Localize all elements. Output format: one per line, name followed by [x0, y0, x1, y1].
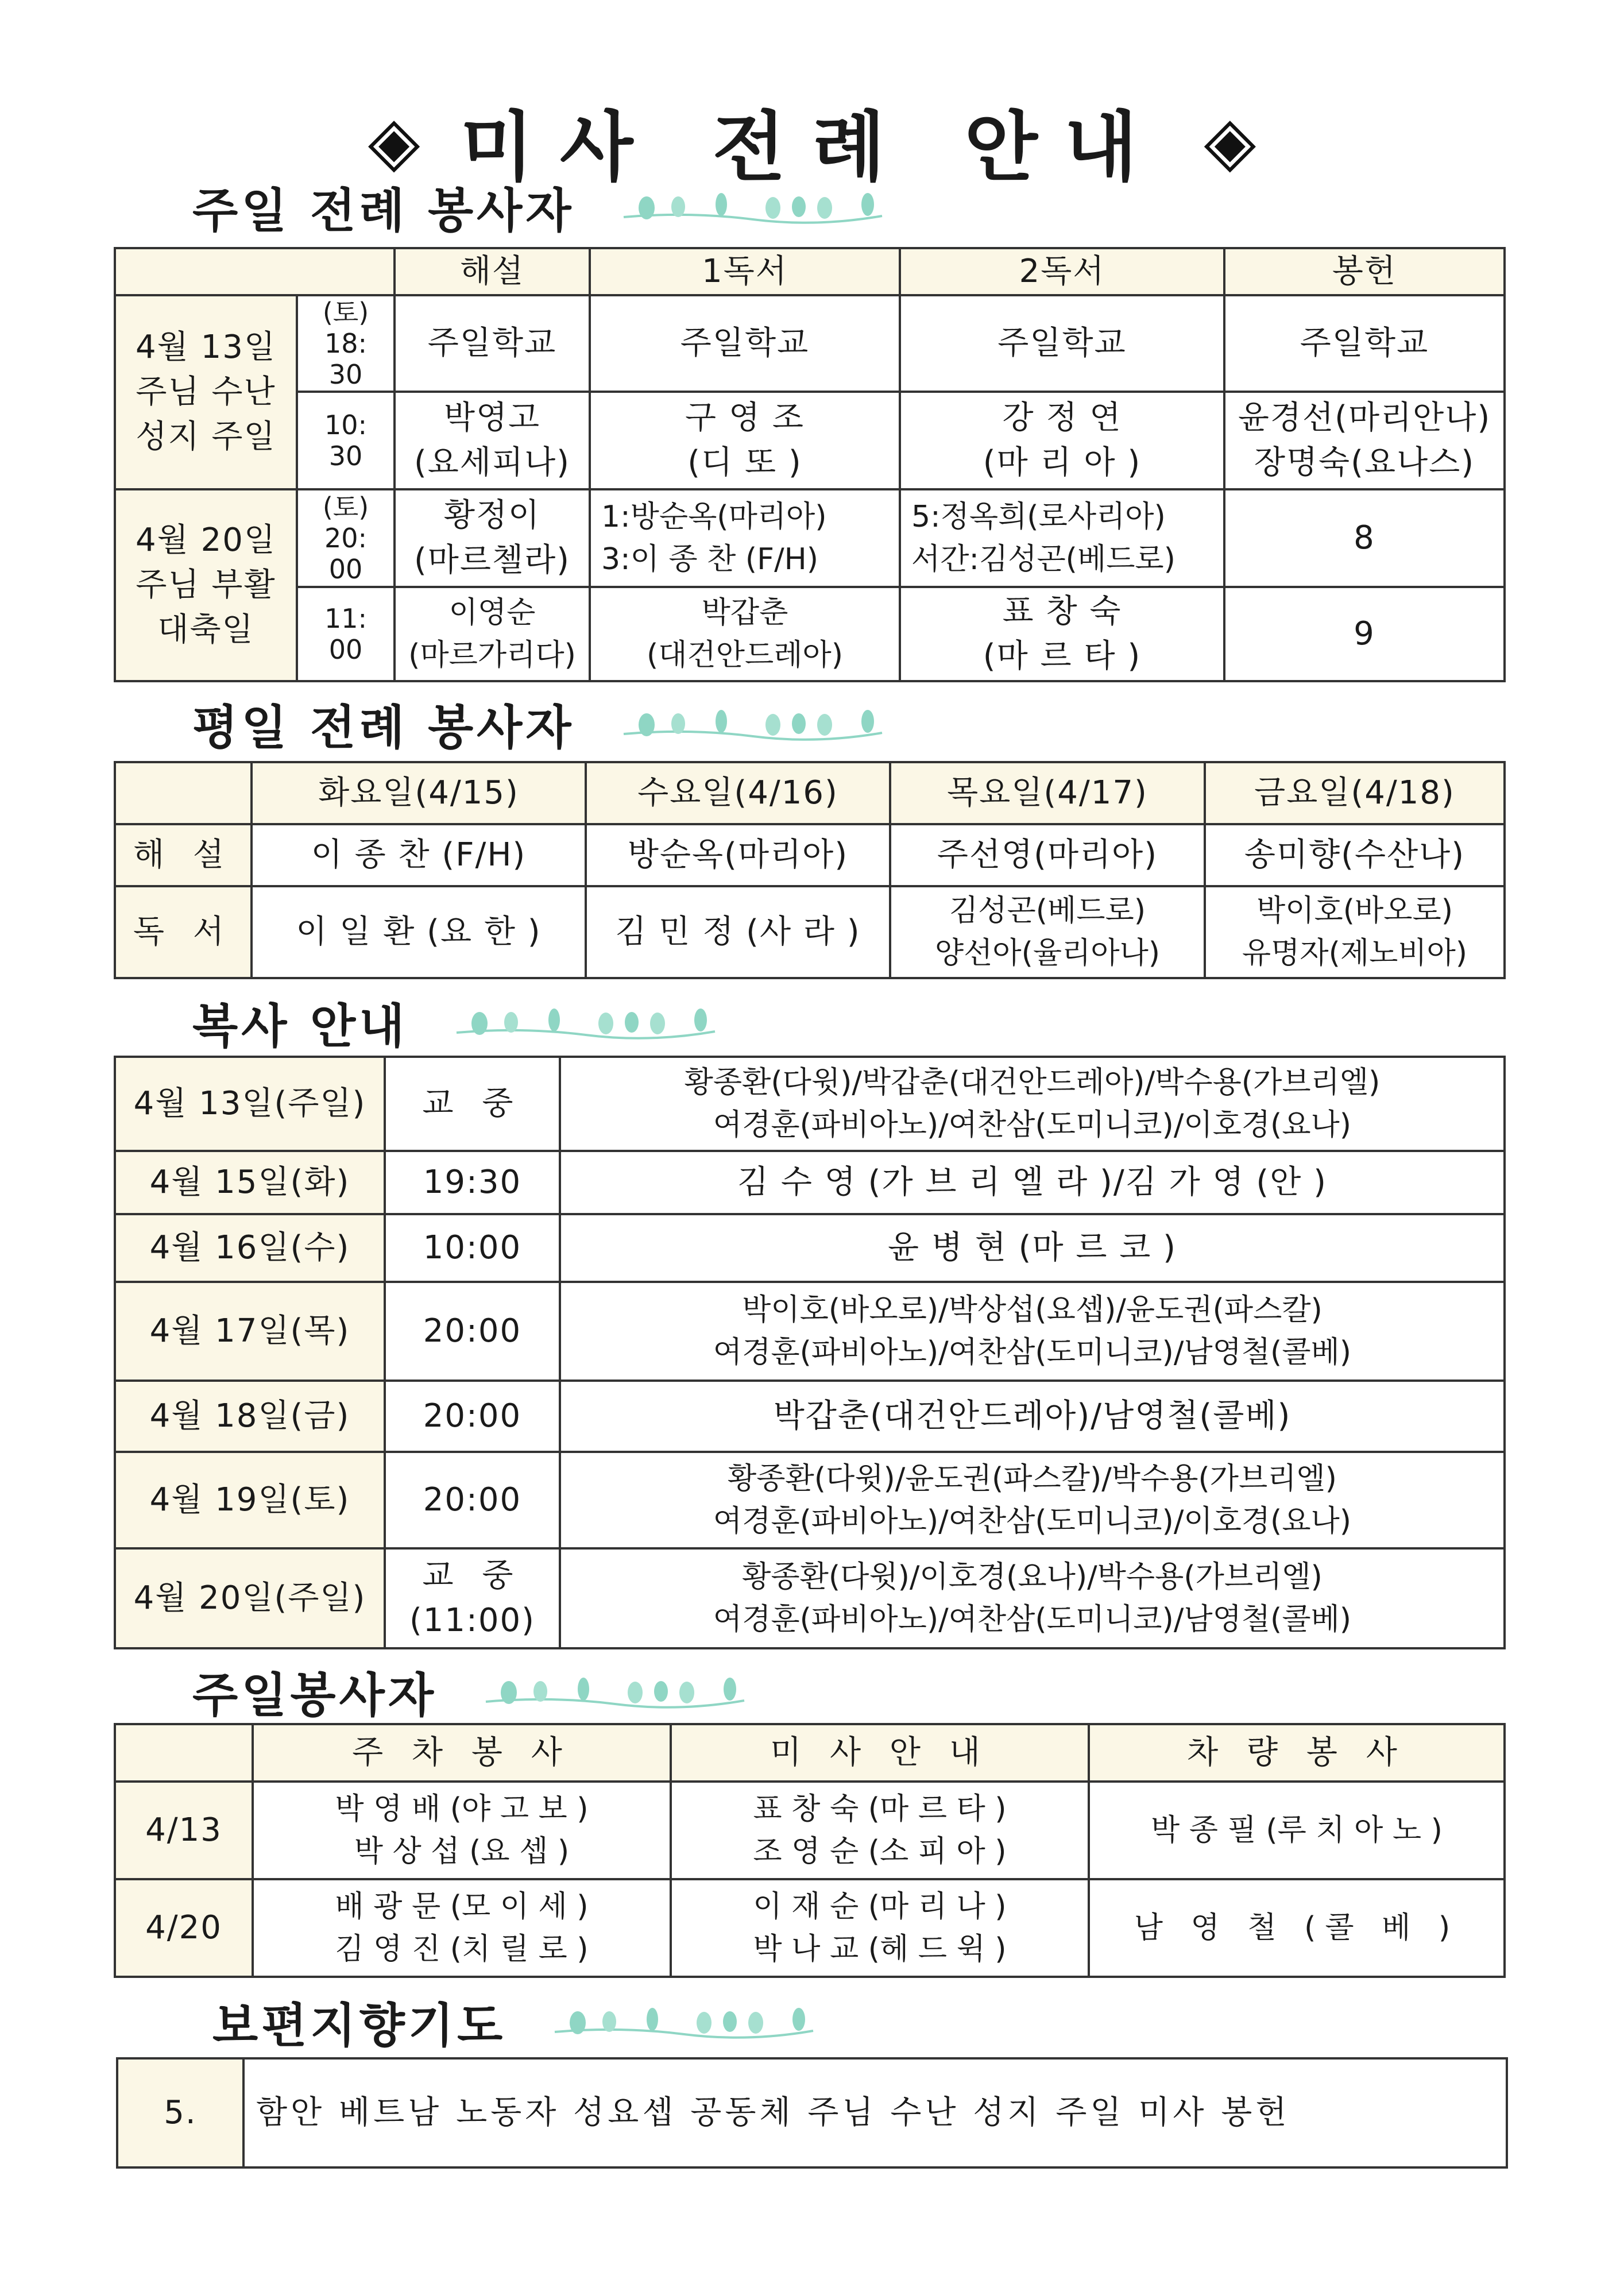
weekday-servers-table	[114, 761, 1506, 979]
flower-decoration-icon	[621, 701, 885, 747]
server-cell: 박갑춘 (대건안드레아)	[590, 587, 900, 681]
server-cell: 주선영(마리아)	[890, 824, 1205, 886]
mass-time: (토) 20: 00	[297, 489, 395, 587]
volunteer-cell: 표 창 숙 (마 르 타 ) 조 영 순 (소 피 아 )	[671, 1782, 1089, 1879]
section-heading-weekday	[192, 689, 885, 758]
date-cell: 4월 15일(화)	[115, 1151, 385, 1214]
server-cell: 이 종 찬 (F/H)	[252, 824, 586, 886]
time-cell: 20:00	[385, 1381, 560, 1452]
server-cell: 5:정옥희(로사리아) 서간:김성곤(베드로)	[900, 489, 1224, 587]
column-header: 봉헌	[1224, 248, 1505, 295]
date-cell: 4월 16일(수)	[115, 1214, 385, 1282]
names-cell: 윤 병 현 (마 르 코 )	[560, 1214, 1505, 1282]
page-title: 미사 전례 안내	[460, 103, 1164, 192]
column-header: 해설	[395, 248, 590, 295]
flower-decoration-icon	[621, 184, 885, 230]
universal-prayer-table	[116, 2057, 1508, 2169]
section-title: 주일 전례 봉사자	[192, 183, 575, 238]
server-cell: 9	[1224, 587, 1505, 681]
date-cell: 4월 19일(토)	[115, 1452, 385, 1548]
server-cell: 송미향(수산나)	[1205, 824, 1505, 886]
date-cell: 4월 17일(목)	[115, 1282, 385, 1381]
day-label: 4월 13일 주님 수난 성지 주일	[115, 295, 297, 489]
server-cell: 방순옥(마리아)	[586, 824, 890, 886]
prayer-text: 함안 베트남 노동자 성요셉 공동체 주님 수난 성지 주일 미사 봉헌	[243, 2058, 1507, 2167]
server-cell: 이영순 (마르가리다)	[395, 587, 590, 681]
server-cell: 주일학교	[395, 295, 590, 392]
column-header: 금요일(4/18)	[1205, 762, 1505, 824]
diamond-left-icon: ◈	[368, 101, 420, 180]
volunteer-cell: 박 영 배 (야 고 보 ) 박 상 섭 (요 셉 )	[253, 1782, 671, 1879]
date-cell: 4월 20일(주일)	[115, 1548, 385, 1648]
server-cell: 강 정 연 (마 리 아 )	[900, 392, 1224, 489]
names-cell: 황종환(다윗)/이호경(요나)/박수용(가브리엘) 여경훈(파비아노)/여찬삼(도미니코)/남영철(콜베)	[560, 1548, 1505, 1648]
volunteer-cell: 이 재 순 (마 리 나 ) 박 나 교 (헤 드 윅 )	[671, 1879, 1089, 1977]
altar-servers-table	[114, 1056, 1506, 1649]
names-cell: 황종환(다윗)/박갑춘(대건안드레아)/박수용(가브리엘) 여경훈(파비아노)/여찬삼(도미니코)/이호경(요나)	[560, 1057, 1505, 1151]
time-cell: 20:00	[385, 1282, 560, 1381]
section-heading-altar	[192, 988, 718, 1057]
header-corner	[115, 762, 252, 824]
server-cell: 표 창 숙 (마 르 타 )	[900, 587, 1224, 681]
time-cell: 교 중 (11:00)	[385, 1548, 560, 1648]
names-cell: 박갑춘(대건안드레아)/남영철(콜베)	[560, 1381, 1505, 1452]
server-cell: 주일학교	[1224, 295, 1505, 392]
column-header: 2독서	[900, 248, 1224, 295]
sunday-servers-table	[114, 247, 1506, 682]
day-label: 4월 20일 주님 부활 대축일	[115, 489, 297, 681]
server-cell: 주일학교	[900, 295, 1224, 392]
flower-decoration-icon	[552, 1999, 816, 2045]
volunteer-cell: 박 종 필 (루 치 아 노 )	[1089, 1782, 1505, 1879]
column-header: 화요일(4/15)	[252, 762, 586, 824]
column-header: 미 사 안 내	[671, 1724, 1089, 1782]
time-cell: 교 중	[385, 1057, 560, 1151]
column-header: 1독서	[590, 248, 900, 295]
prayer-number: 5.	[117, 2058, 243, 2167]
header-corner	[115, 248, 395, 295]
date-cell: 4/13	[115, 1782, 253, 1879]
flower-decoration-icon	[483, 1668, 747, 1714]
server-cell: 김성곤(베드로) 양선아(율리아나)	[890, 886, 1205, 978]
server-cell: 황정이 (마르첼라)	[395, 489, 590, 587]
server-cell: 구 영 조 (디 또 )	[590, 392, 900, 489]
date-cell: 4월 13일(주일)	[115, 1057, 385, 1151]
section-title: 주일봉사자	[192, 1668, 438, 1723]
server-cell: 박이호(바오로) 유명자(제노비아)	[1205, 886, 1505, 978]
server-cell: 윤경선(마리안나) 장명숙(요나스)	[1224, 392, 1505, 489]
section-heading-sunday	[192, 172, 885, 241]
date-cell: 4월 18일(금)	[115, 1381, 385, 1452]
server-cell: 이 일 환 (요 한 )	[252, 886, 586, 978]
role-label: 해 설	[115, 824, 252, 886]
server-cell: 1:방순옥(마리아) 3:이 종 찬 (F/H)	[590, 489, 900, 587]
mass-time: (토) 18: 30	[297, 295, 395, 392]
volunteer-cell: 배 광 문 (모 이 세 ) 김 영 진 (치 릴 로 )	[253, 1879, 671, 1977]
names-cell: 박이호(바오로)/박상섭(요셉)/윤도권(파스칼) 여경훈(파비아노)/여찬삼(도미니코)/남영철(콜베)	[560, 1282, 1505, 1381]
sunday-volunteers-table	[114, 1723, 1506, 1978]
server-cell: 박영고 (요세피나)	[395, 392, 590, 489]
diamond-right-icon: ◈	[1204, 101, 1256, 180]
time-cell: 10:00	[385, 1214, 560, 1282]
column-header: 목요일(4/17)	[890, 762, 1205, 824]
section-title: 보편지향기도	[212, 1998, 506, 2053]
server-cell: 주일학교	[590, 295, 900, 392]
column-header: 수요일(4/16)	[586, 762, 890, 824]
column-header: 주 차 봉 사	[253, 1724, 671, 1782]
names-cell: 황종환(다윗)/윤도권(파스칼)/박수용(가브리엘) 여경훈(파비아노)/여찬삼(도미니코)/이호경(요나)	[560, 1452, 1505, 1548]
flower-decoration-icon	[454, 999, 718, 1045]
date-cell: 4/20	[115, 1879, 253, 1977]
role-label: 독 서	[115, 886, 252, 978]
time-cell: 19:30	[385, 1151, 560, 1214]
header-corner	[115, 1724, 253, 1782]
section-title: 평일 전례 봉사자	[192, 700, 575, 755]
volunteer-cell: 남 영 철 (콜 베 )	[1089, 1879, 1505, 1977]
mass-time: 10: 30	[297, 392, 395, 489]
time-cell: 20:00	[385, 1452, 560, 1548]
section-title: 복사 안내	[192, 999, 408, 1054]
column-header: 차 량 봉 사	[1089, 1724, 1505, 1782]
mass-time: 11: 00	[297, 587, 395, 681]
server-cell: 8	[1224, 489, 1505, 587]
section-heading-prayer	[212, 1987, 816, 2056]
server-cell: 김 민 정 (사 라 )	[586, 886, 890, 978]
names-cell: 김 수 영 (가 브 리 엘 라 )/김 가 영 (안 )	[560, 1151, 1505, 1214]
section-heading-volunteers	[192, 1657, 747, 1726]
